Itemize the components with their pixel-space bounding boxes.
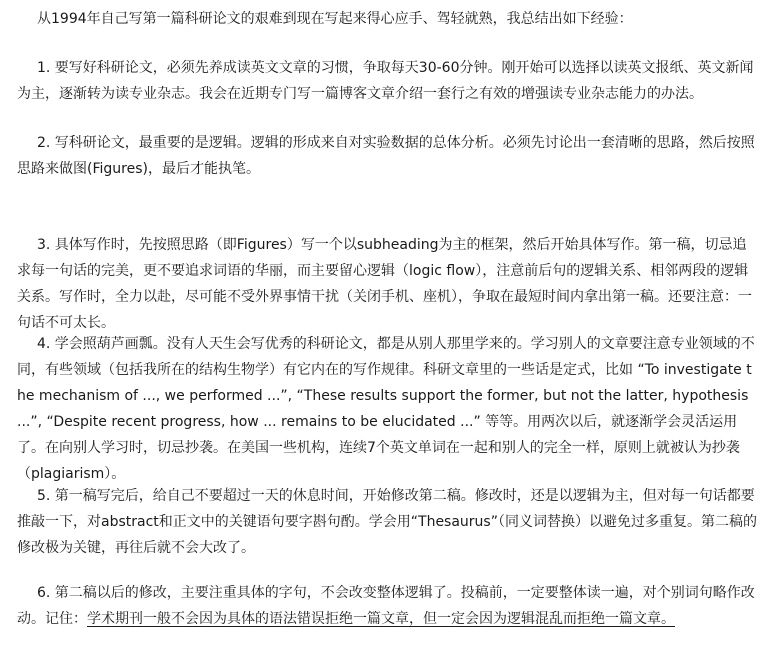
tip-text-2: 2. 写科研论文，最重要的是逻辑。逻辑的形成来自对实验数据的总体分析。必须先讨论出一套清晰的思路，然后按照思路来做图(Figures)，最后才能执笔。 — [17, 135, 755, 177]
tip-paragraph-5 — [17, 483, 757, 561]
tip-text-6: 6. 第二稿以后的修改，主要注重具体的字句，不会改变整体逻辑了。投稿前，一定要整体读一遍，对个别词句略作改动。记住： — [17, 585, 755, 627]
tip-text-3: 3. 具体写作时，先按照思路（即Figures）写一个以subheading为主的框架，然后开始具体写作。第一稿，切忌追求每一句话的完美，更不要追求词语的华丽，而主要留心逻辑（logic flow），注意前后句的逻辑关系、相邻两段的逻辑关系。写作时，全力以赴，尽可能不受外界事情干扰（关闭手机、座机），争取在最短时间内拿出第一稿。还要注意：一句话不可太长。 — [17, 237, 752, 331]
tip-text-5: 5. 第一稿写完后，给自己不要超过一天的休息时间，开始修改第二稿。修改时，还是以逻辑为主，但对每一句话都要推敲一下，对abstract和正文中的关键语句要字斟句酌。学会用“Thesaurus”（同义词替换）以避免过多重复。第二稿的修改极为关键，再往后就不会大改了。 — [17, 488, 757, 556]
tip-text-4: 4. 学会照葫芦画瓢。没有人天生会写优秀的科研论文，都是从别人那里学来的。学习别人的文章要注意专业领域的不同，有些领域（包括我所在的结构生物学）有它内在的写作规律。科研文章里的一些话是定式，比如 “To investigate the mechanism of ..., we performed ...”, “These results support the former, but not the latter, hypothesis ...”, “Despite recent progress, how ... remains to be elucidated ...” 等等。用两次以后，就逐渐学会灵活运用了。在向别人学习时，切忌抄袭。在美国一些机构，连续7个英文单词在一起和别人的完全一样，原则上就被认为抄袭（plagiarism）。 — [17, 336, 755, 482]
tip-paragraph-3 — [17, 232, 757, 336]
tip-paragraph-6 — [17, 580, 757, 632]
intro-paragraph — [17, 6, 757, 32]
underlined-key-sentence: 学术期刊一般不会因为具体的语法错误拒绝一篇文章，但一定会因为逻辑混乱而拒绝一篇文章。 — [87, 611, 675, 627]
tip-text-1: 1. 要写好科研论文，必须先养成读英文文章的习惯，争取每天30-60分钟。刚开始可以选择以读英文报纸、英文新闻为主，逐渐转为读专业杂志。我会在近期专门写一篇博客文章介绍一套行之有效的增强读专业杂志能力的办法。 — [17, 60, 754, 102]
tip-paragraph-4 — [17, 331, 757, 487]
tip-paragraph-2 — [17, 130, 757, 182]
tip-paragraph-1 — [17, 55, 757, 107]
intro-text: 从1994年自己写第一篇科研论文的艰难到现在写起来得心应手、驾轻就熟，我总结出如下经验： — [37, 11, 633, 27]
